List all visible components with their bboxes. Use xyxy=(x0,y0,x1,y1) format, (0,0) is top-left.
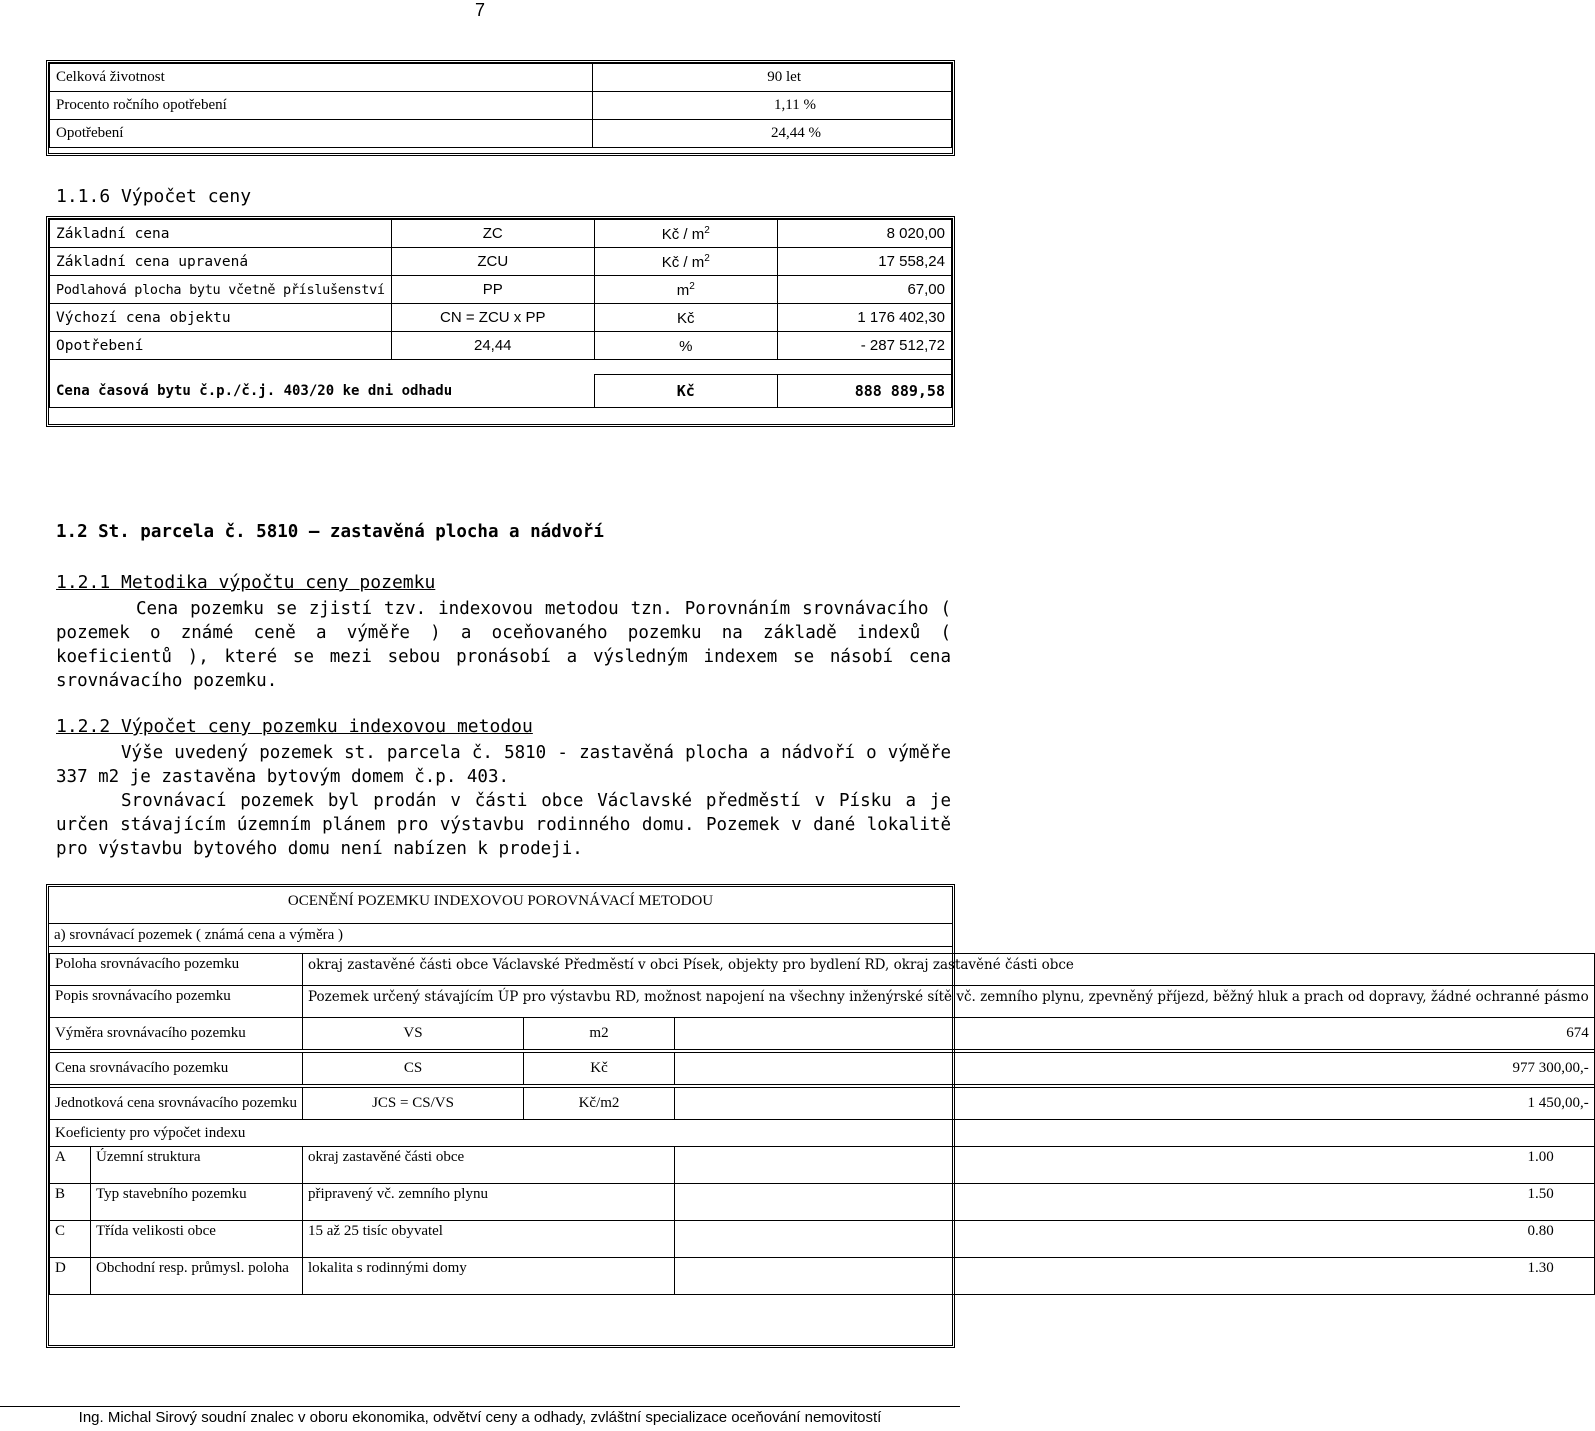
coefficient-row xyxy=(50,1221,1595,1258)
table-row xyxy=(50,954,1595,986)
row-code: 24,44 xyxy=(391,332,594,360)
row-label: Výchozí cena objektu xyxy=(50,304,392,332)
table-row xyxy=(50,332,952,360)
metric-code: CS xyxy=(303,1053,524,1085)
metric-code: VS xyxy=(303,1018,524,1050)
coef-desc: lokalita s rodinnými domy xyxy=(303,1258,675,1295)
coef-letter: B xyxy=(50,1184,91,1221)
row-label: Základní cena xyxy=(50,220,392,248)
coef-value: 1.50 xyxy=(675,1184,1595,1221)
row-label: Celková životnost xyxy=(50,64,593,92)
unit-text: Kč / m xyxy=(661,225,705,243)
metric-value: 674 xyxy=(675,1018,1595,1050)
unit-text: m xyxy=(676,281,690,299)
table-row xyxy=(50,64,952,92)
row-label: Základní cena upravená xyxy=(50,248,392,276)
row-label: Procento ročního opotřebení xyxy=(50,92,593,120)
lifetime-summary-table xyxy=(46,60,955,156)
table-row xyxy=(50,1120,1595,1147)
row-code: ZCU xyxy=(391,248,594,276)
location-label: Poloha srovnávacího pozemku xyxy=(50,954,303,986)
table-row xyxy=(50,248,952,276)
coef-letter: D xyxy=(50,1258,91,1295)
valuation-title: OCENĚNÍ POZEMKU INDEXOVOU POROVNÁVACÍ METODOU xyxy=(49,887,952,924)
row-unit xyxy=(594,276,777,304)
row-value: 1,11 % xyxy=(593,92,952,120)
coefficients-label: Koeficienty pro výpočet indexu xyxy=(50,1120,1595,1147)
row-unit xyxy=(594,304,777,332)
metric-label: Výměra srovnávacího pozemku xyxy=(50,1018,303,1050)
spacer-row xyxy=(50,360,952,375)
table-row xyxy=(50,1088,1595,1120)
unit-superscript: 2 xyxy=(689,280,695,292)
row-unit xyxy=(594,220,777,248)
total-unit: Kč xyxy=(594,375,777,408)
table-row xyxy=(50,92,952,120)
table-row xyxy=(50,986,1595,1018)
table-row xyxy=(50,1053,1595,1085)
total-row xyxy=(50,375,952,408)
page-number: 7 xyxy=(474,0,485,20)
metric-label: Cena srovnávacího pozemku xyxy=(50,1053,303,1085)
unit-text: Kč / m xyxy=(661,253,705,271)
coef-desc: okraj zastavěné části obce xyxy=(303,1147,675,1184)
footer-divider xyxy=(0,1406,960,1407)
calc-paragraph-1: Výše uvedený pozemek st. parcela č. 5810 - zastavěná plocha a nádvoří o výměře 337 m2 je zastavěna bytovým domem č.p. 403. xyxy=(56,743,951,787)
footer-text: Ing. Michal Sirový soudní znalec v oboru ekonomika, odvětví ceny a odhady, zvláštní specializace oceňování nemovitostí xyxy=(78,1409,882,1426)
method-paragraph: Cena pozemku se zjistí tzv. indexovou metodou tzn. Porovnáním srovnávacího ( pozemek o známé ceně a výměře ) a oceňovaného pozemku na základě indexů ( koeficientů ), které se mezi sebou pronásobí a výsledným indexem se násobí cena srovnávacího pozemku. xyxy=(56,599,951,691)
row-code: ZC xyxy=(391,220,594,248)
unit-text: Kč xyxy=(677,309,695,327)
method-heading: 1.2.1 Metodika výpočtu ceny pozemku xyxy=(56,572,436,593)
coefficient-row xyxy=(50,1258,1595,1295)
description-label: Popis srovnávacího pozemku xyxy=(50,986,303,1018)
metric-value: 977 300,00,- xyxy=(675,1053,1595,1085)
coef-name: Třída velikosti obce xyxy=(91,1221,303,1258)
coef-letter: A xyxy=(50,1147,91,1184)
table-row xyxy=(50,1018,1595,1050)
row-label: Opotřebení xyxy=(50,120,593,148)
table-row xyxy=(50,220,952,248)
location-value: okraj zastavěné části obce Václavské Předměstí v obci Písek, objekty pro bydlení RD, okraj zastavěné části obce xyxy=(303,954,1595,986)
coef-desc: 15 až 25 tisíc obyvatel xyxy=(303,1221,675,1258)
price-calculation-table xyxy=(46,216,955,427)
row-unit xyxy=(594,248,777,276)
row-value: 8 020,00 xyxy=(777,220,951,248)
price-section-heading: 1.1.6 Výpočet ceny xyxy=(56,186,252,207)
row-value: 24,44 % xyxy=(593,120,952,148)
table-row xyxy=(50,304,952,332)
coefficient-row xyxy=(50,1147,1595,1184)
coef-value: 1.00 xyxy=(675,1147,1595,1184)
coefficient-row xyxy=(50,1184,1595,1221)
row-value: 1 176 402,30 xyxy=(777,304,951,332)
coef-value: 1.30 xyxy=(675,1258,1595,1295)
total-value: 888 889,58 xyxy=(777,375,951,408)
table-row xyxy=(50,120,952,148)
row-code: CN = ZCU x PP xyxy=(391,304,594,332)
metric-unit: Kč xyxy=(524,1053,675,1085)
coef-value: 0.80 xyxy=(675,1221,1595,1258)
row-value: - 287 512,72 xyxy=(777,332,951,360)
coef-name: Obchodní resp. průmysl. poloha xyxy=(91,1258,303,1295)
description-value: Pozemek určený stávajícím ÚP pro výstavbu RD, možnost napojení na všechny inženýrské sítě vč. zemního plynu, zpevněný příjezd, běžný hluk a prach od dopravy, žádné ochranné pásmo xyxy=(303,986,1595,1018)
metric-code: JCS = CS/VS xyxy=(303,1088,524,1120)
coef-name: Typ stavebního pozemku xyxy=(91,1184,303,1221)
unit-superscript: 2 xyxy=(704,224,710,236)
valuation-table xyxy=(46,884,1589,1348)
row-label: Opotřebení xyxy=(50,332,392,360)
table-row xyxy=(50,276,952,304)
coef-desc: připravený vč. zemního plynu xyxy=(303,1184,675,1221)
row-unit xyxy=(594,332,777,360)
total-label: Cena časová bytu č.p./č.j. 403/20 ke dni odhadu xyxy=(50,375,595,408)
unit-text: % xyxy=(679,337,693,355)
row-value: 90 let xyxy=(593,64,952,92)
metric-label: Jednotková cena srovnávacího pozemku xyxy=(50,1088,303,1120)
row-value: 17 558,24 xyxy=(777,248,951,276)
unit-superscript: 2 xyxy=(704,252,710,264)
calc-paragraph-2: Srovnávací pozemek byl prodán v části obce Václavské předměstí v Písku a je určen stávajícím územním plánem pro výstavbu rodinného domu. Pozemek v dané lokalitě pro výstavbu bytového domu není nabízen k prodeji. xyxy=(56,791,951,859)
row-value: 67,00 xyxy=(777,276,951,304)
metric-unit: m2 xyxy=(524,1018,675,1050)
calc-heading: 1.2.2 Výpočet ceny pozemku indexovou metodou xyxy=(56,716,533,737)
row-code: PP xyxy=(391,276,594,304)
metric-unit: Kč/m2 xyxy=(524,1088,675,1120)
coef-name: Územní struktura xyxy=(91,1147,303,1184)
metric-value: 1 450,00,- xyxy=(675,1088,1595,1120)
valuation-subtitle: a) srovnávací pozemek ( známá cena a výměra ) xyxy=(49,924,952,947)
parcel-heading: 1.2 St. parcela č. 5810 – zastavěná plocha a nádvoří xyxy=(56,522,604,542)
coef-letter: C xyxy=(50,1221,91,1258)
row-label: Podlahová plocha bytu včetně příslušenství xyxy=(50,276,392,304)
